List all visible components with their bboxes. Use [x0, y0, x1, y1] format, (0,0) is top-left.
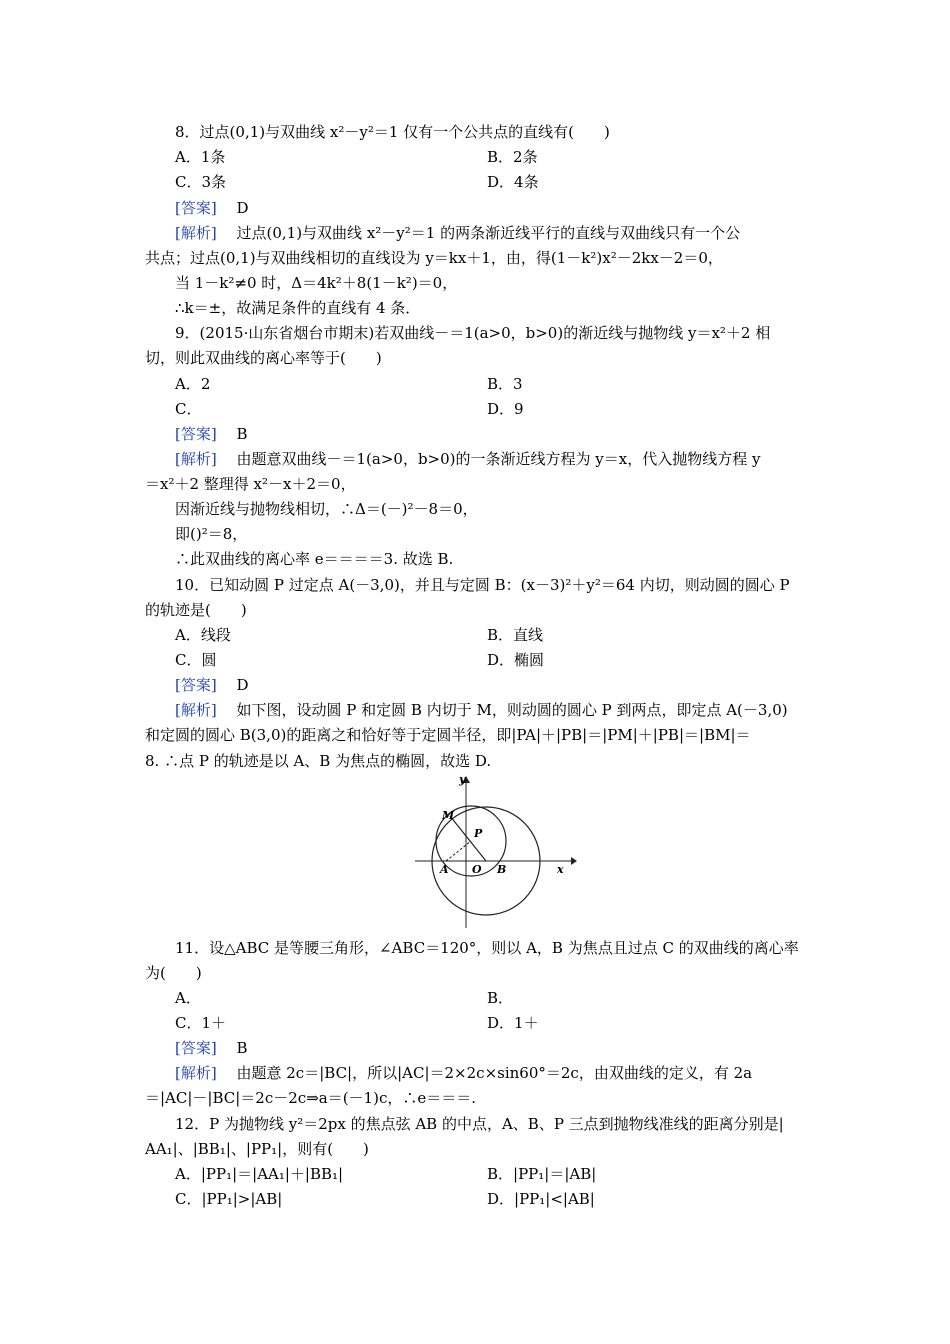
q10-answer: D: [236, 676, 249, 694]
q9-option-a: A．2: [175, 375, 211, 393]
q12-option-a: A．|PP₁|＝|AA₁|＋|BB₁|: [175, 1165, 344, 1183]
q8-analysis-line: 共点；过点(0,1)与双曲线相切的直线设为 y＝kx＋1，由，得(1－k²)x²－2kx－2＝0，: [145, 249, 723, 267]
q10-answer-row: [175, 675, 249, 695]
q10-stem-cont: 的轨迹是( ): [145, 601, 247, 619]
label-a: A: [440, 863, 449, 876]
q10-analysis-row: [175, 700, 788, 720]
q10-circle-figure: [405, 773, 580, 933]
q11-answer: B: [236, 1039, 248, 1057]
analysis-tag: [解析]: [175, 1064, 217, 1082]
label-o: O: [472, 863, 482, 876]
q11-answer-row: [175, 1038, 248, 1058]
answer-tag: [答案]: [175, 199, 217, 217]
q8-option-d: D．4条: [487, 173, 539, 191]
q10-analysis-line: 如下图，设动圆 P 和定圆 B 内切于 M，则动圆的圆心 P 到两点，即定点 A(－3,0): [236, 701, 788, 719]
q12-option-b: B．|PP₁|＝|AB|: [487, 1165, 597, 1183]
q9-answer-row: [175, 424, 248, 444]
analysis-tag: [解析]: [175, 701, 217, 719]
label-m: M: [442, 809, 455, 822]
analysis-tag: [解析]: [175, 224, 217, 242]
q10-analysis-line: 和定圆的圆心 B(3,0)的距离之和恰好等于定圆半径，即|PA|＋|PB|＝|PM|＋|PB|＝|BM|＝: [145, 726, 751, 744]
q9-option-c: C．: [175, 400, 202, 418]
q9-stem-cont: 切，则此双曲线的离心率等于( ): [145, 349, 382, 367]
q8-option-a: A．1条: [175, 148, 226, 166]
q11-option-c: C．1＋: [175, 1014, 227, 1032]
q12-stem: 12．P 为抛物线 y²＝2px 的焦点弦 AB 的中点，A、B、P 三点到抛物线准线的距离分别是|: [175, 1115, 784, 1133]
q11-analysis-row: [175, 1063, 752, 1083]
q11-analysis-line: ＝|AC|－|BC|＝2c－2c⇒a＝(－1)c，∴e＝＝＝.: [145, 1089, 476, 1107]
q8-analysis-line: ∴k＝±，故满足条件的直线有 4 条．: [175, 299, 421, 317]
label-x: x: [557, 863, 564, 876]
q10-option-c: C．圆: [175, 651, 217, 669]
q8-analysis-line: 当 1－k²≠0 时，Δ＝4k²＋8(1－k²)＝0，: [175, 274, 458, 292]
label-p: P: [474, 827, 483, 840]
q8-option-b: B．2条: [487, 148, 538, 166]
q8-stem: 8．过点(0,1)与双曲线 x²－y²＝1 仅有一个公共点的直线有( ): [175, 123, 610, 141]
q9-analysis-row: [175, 449, 760, 469]
answer-tag: [答案]: [175, 676, 217, 694]
answer-tag: [答案]: [175, 1039, 217, 1057]
q8-analysis-line: 过点(0,1)与双曲线 x²－y²＝1 的两条渐近线平行的直线与双曲线只有一个公: [236, 224, 741, 242]
q12-stem-cont: AA₁|、|BB₁|、|PP₁|，则有( ): [145, 1140, 369, 1158]
q9-analysis-line: 因渐近线与抛物线相切，∴Δ＝(－)²－8＝0，: [175, 500, 478, 518]
q8-answer: D: [236, 199, 249, 217]
q11-option-b: B．: [487, 989, 514, 1007]
q12-option-c: C．|PP₁|>|AB|: [175, 1190, 283, 1208]
label-b: B: [497, 863, 507, 876]
q8-analysis-row: [175, 223, 740, 243]
q9-option-b: B．3: [487, 375, 523, 393]
q9-analysis-line: 即()²＝8，: [175, 525, 248, 543]
q11-analysis-line: 由题意 2c＝|BC|，所以|AC|＝2×2c×sin60°＝2c，由双曲线的定义，有 2a: [236, 1064, 753, 1082]
q11-option-d: D．1＋: [487, 1014, 539, 1032]
segment-pa-dashed: [446, 841, 471, 861]
q10-option-d: D．椭圆: [487, 651, 545, 669]
x-axis-arrow-icon: [571, 857, 577, 865]
q9-answer: B: [236, 425, 248, 443]
q11-stem: 11．设△ABC 是等腰三角形，∠ABC＝120°，则以 A，B 为焦点且过点 C 的双曲线的离心率: [175, 939, 799, 957]
q9-analysis-line: ∴此双曲线的离心率 e＝＝＝＝3. 故选 B.: [175, 550, 454, 568]
analysis-tag: [解析]: [175, 450, 217, 468]
q10-option-b: B．直线: [487, 626, 544, 644]
q9-stem: 9．(2015·山东省烟台市期末)若双曲线－＝1(a>0，b>0)的渐近线与抛物线 y＝x²＋2 相: [175, 324, 771, 342]
q10-analysis-line: 8. ∴点 P 的轨迹是以 A、B 为焦点的椭圆，故选 D.: [145, 752, 492, 770]
q10-stem: 10．已知动圆 P 过定点 A(－3,0)，并且与定圆 B：(x－3)²＋y²＝64 内切，则动圆的圆心 P: [175, 576, 790, 594]
answer-tag: [答案]: [175, 425, 217, 443]
label-y: y: [459, 773, 466, 786]
q8-option-c: C．3条: [175, 173, 227, 191]
q9-option-d: D．9: [487, 400, 524, 418]
q12-option-d: D．|PP₁|<|AB|: [487, 1190, 595, 1208]
q11-option-a: A．: [175, 989, 201, 1007]
q10-option-a: A．线段: [175, 626, 231, 644]
q9-analysis-line: 由题意双曲线－＝1(a>0，b>0)的一条渐近线方程为 y＝x，代入抛物线方程 y: [236, 450, 761, 468]
q11-stem-cont: 为( ): [145, 964, 202, 982]
q8-answer-row: [175, 198, 249, 218]
q9-analysis-line: ＝x²＋2 整理得 x²－x＋2＝0，: [145, 475, 356, 493]
